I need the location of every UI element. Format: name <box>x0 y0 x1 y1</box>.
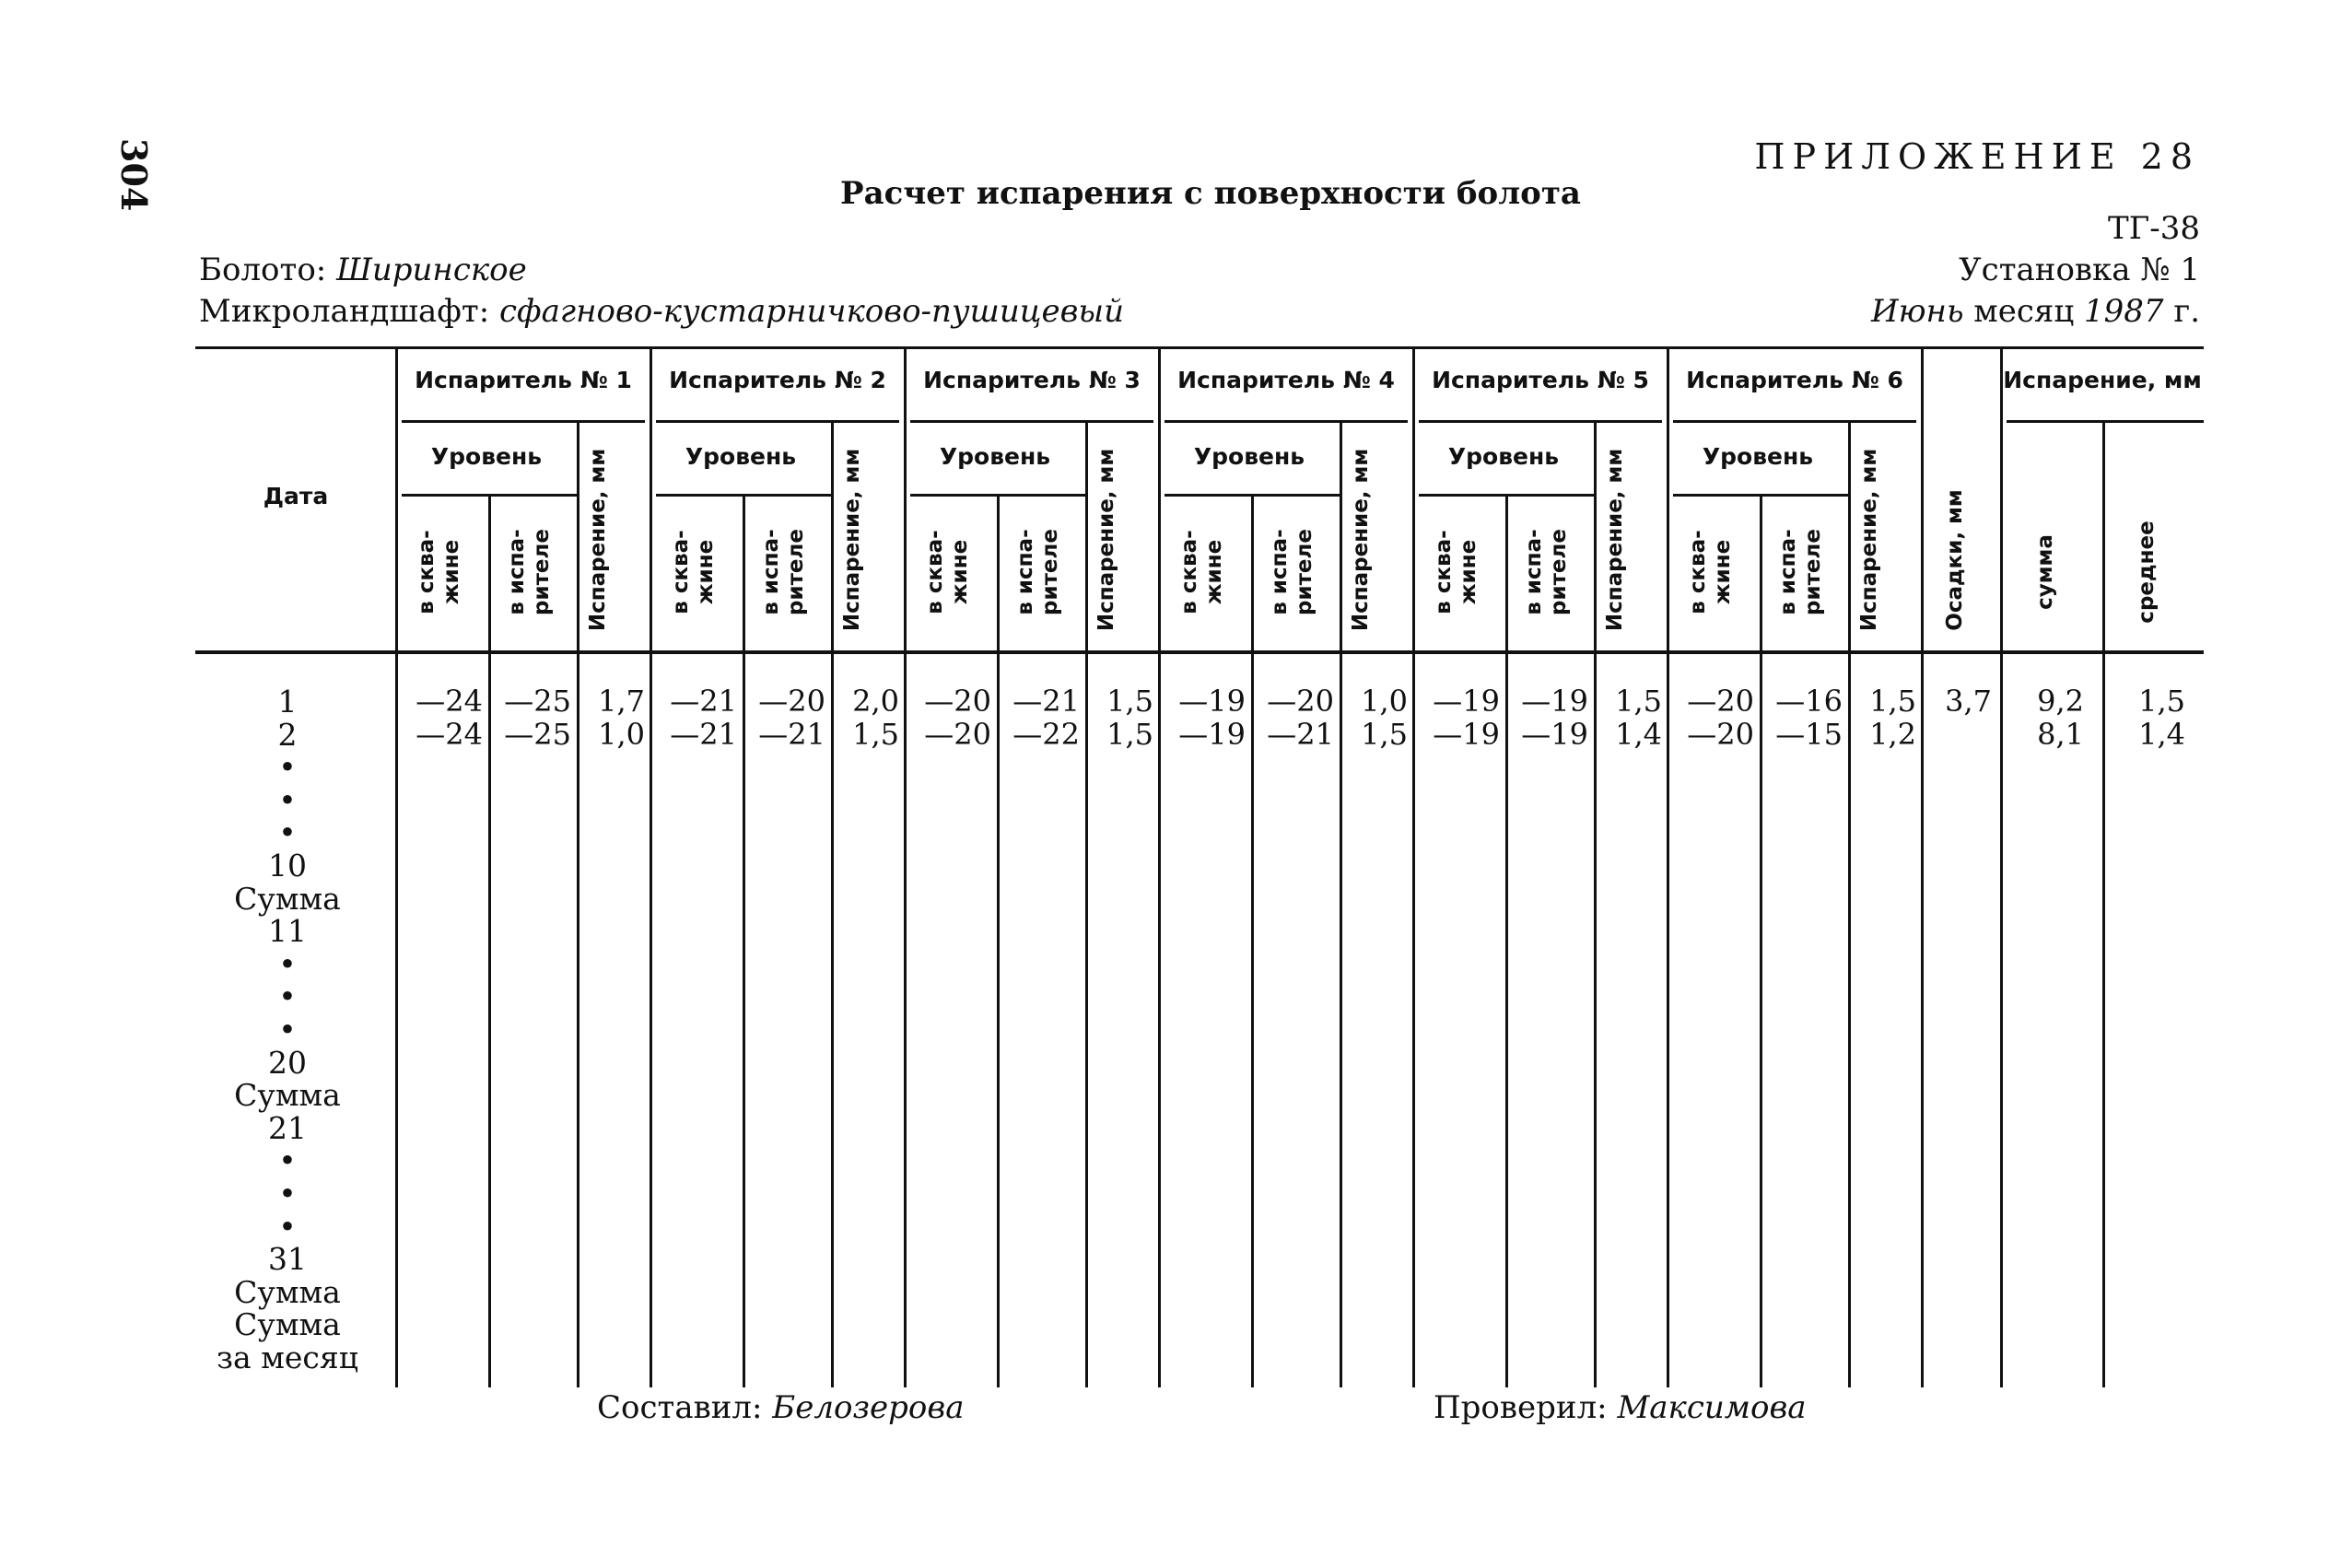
page-title: Расчет испарения с поверхности болота <box>840 175 1581 212</box>
date-row-label: • <box>278 1012 297 1047</box>
evaporator-rule <box>1164 420 1408 423</box>
subcolumn-rule <box>577 420 579 1387</box>
table-cell: 1,5 <box>1615 684 1662 719</box>
date-row-label: 10 <box>268 848 307 883</box>
table-cell: —15 <box>1775 716 1843 752</box>
table-cell: 9,2 <box>2037 684 2084 719</box>
table-cell: 1,5 <box>1869 684 1916 719</box>
table-cell: —21 <box>670 684 737 719</box>
evaporation-header: Испарение, мм <box>1349 448 1373 632</box>
table-cell: 1,4 <box>2138 716 2185 752</box>
table-cell: —16 <box>1775 684 1843 719</box>
precipitation-header: Осадки, мм <box>1943 489 1967 631</box>
column-rule <box>1667 346 1669 1387</box>
table-cell: —20 <box>1687 716 1754 752</box>
date-row-label: 21 <box>268 1109 307 1146</box>
table-cell: —20 <box>924 684 991 719</box>
subcolumn-rule <box>1251 494 1254 1387</box>
date-header: Дата <box>263 483 329 509</box>
table-cell: —19 <box>1521 684 1588 719</box>
installation-label: Установка № 1 <box>1959 252 2200 288</box>
level-header: Уровень <box>430 443 543 470</box>
date-row-label: • <box>278 945 297 982</box>
table-cell: 1,0 <box>1361 684 1408 719</box>
evaporator-rule <box>656 420 899 423</box>
table-header-rule <box>195 650 2204 654</box>
compiled-name: Белозерова <box>772 1389 965 1426</box>
evaporation-header: Испарение, мм <box>1857 448 1881 632</box>
table-cell: —25 <box>504 716 571 752</box>
page-number: 304 <box>113 138 155 212</box>
evaporation-header: Испарение, мм <box>586 448 610 632</box>
evaporator-level-header: в испа- рителе <box>1776 529 1825 615</box>
table-cell: 1,5 <box>1106 684 1153 719</box>
subcolumn-rule <box>743 494 745 1387</box>
subcolumn-rule <box>1594 420 1597 1387</box>
sum-header: сумма <box>2033 534 2057 610</box>
month-line <box>1871 293 2200 330</box>
evaporator-rule <box>402 420 645 423</box>
date-row-label: 1 <box>277 684 298 720</box>
table-cell: —19 <box>1178 716 1246 752</box>
evaporator-level-header: в испа- рителе <box>1268 529 1317 615</box>
level-header: Уровень <box>1193 443 1305 470</box>
table-cell: 1,4 <box>1615 716 1662 752</box>
table-cell: 8,1 <box>2037 716 2084 752</box>
evaporator-rule <box>1419 420 1662 423</box>
column-rule <box>2000 346 2003 1387</box>
subcolumn-rule <box>1505 494 1508 1387</box>
table-cell: —21 <box>758 716 825 752</box>
table-cell: —20 <box>1267 684 1334 719</box>
swamp-name: Ширинское <box>336 252 527 288</box>
form-code: ТГ-38 <box>2108 210 2200 247</box>
evaporator-level-header: в испа- рителе <box>759 529 808 615</box>
well-level-header: в сква- жине <box>669 530 718 614</box>
date-row-label: Сумма <box>234 880 341 917</box>
table-cell: —22 <box>1012 716 1080 752</box>
evaporation-header: Испарение, мм <box>1094 448 1118 632</box>
compiled-label: Составил: <box>597 1389 763 1426</box>
evaporator-header: Испаритель № 6 <box>1686 367 1903 393</box>
table-cell: —19 <box>1178 684 1246 719</box>
table-top-rule <box>195 346 2204 349</box>
average-header: среднее <box>2135 521 2159 624</box>
subcolumn-rule <box>997 494 1000 1387</box>
subcolumn-rule <box>488 494 491 1387</box>
date-row-label: Сумма <box>234 1306 341 1343</box>
subcolumn-rule <box>831 420 834 1387</box>
subcolumn-rule <box>2102 420 2105 1387</box>
checked-label: Проверил: <box>1434 1389 1608 1426</box>
subcolumn-rule <box>1085 420 1088 1387</box>
microlandscape-name: сфагново-кустарничково-пушицевый <box>499 293 1124 330</box>
column-rule <box>904 346 907 1387</box>
evaporator-header: Испаритель № 4 <box>1177 367 1395 393</box>
total-evaporation-rule <box>2007 420 2204 423</box>
evaporation-header: Испарение, мм <box>1603 448 1627 632</box>
level-header: Уровень <box>939 443 1051 470</box>
swamp-label: Болото: <box>199 252 327 288</box>
table-cell: 1,5 <box>852 716 899 752</box>
evaporator-header: Испаритель № 2 <box>669 367 886 393</box>
evaporator-level-header: в испа- рителе <box>505 529 554 615</box>
date-row-label: 2 <box>277 716 298 753</box>
column-rule <box>1158 346 1161 1387</box>
date-row-label: 31 <box>268 1241 307 1278</box>
subcolumn-rule <box>1340 420 1342 1387</box>
column-rule <box>1921 346 1924 1387</box>
evaporator-header: Испаритель № 1 <box>415 367 632 393</box>
evaporator-rule <box>1673 420 1916 423</box>
table-cell: —19 <box>1433 684 1500 719</box>
table-cell: —21 <box>1012 684 1080 719</box>
swamp-line <box>199 252 527 288</box>
table-cell: 1,2 <box>1869 716 1916 752</box>
table-cell: —20 <box>758 684 825 719</box>
date-row-label: Сумма <box>234 1273 341 1310</box>
table-cell: —19 <box>1433 716 1500 752</box>
table-cell: —25 <box>504 684 571 719</box>
date-row-label: Сумма <box>234 1077 341 1114</box>
year-suffix: г. <box>2173 293 2200 330</box>
table-cell: 1,5 <box>1361 716 1408 752</box>
evaporator-header: Испаритель № 5 <box>1432 367 1649 393</box>
well-level-header: в сква- жине <box>415 530 463 614</box>
table-cell: —19 <box>1521 716 1588 752</box>
table-cell: —20 <box>924 716 991 752</box>
level-header: Уровень <box>685 443 797 470</box>
well-level-header: в сква- жине <box>1686 530 1735 614</box>
date-row-label: 20 <box>268 1044 307 1081</box>
subcolumn-rule <box>1760 494 1762 1387</box>
table-cell: —21 <box>670 716 737 752</box>
total-evaporation-header: Испарение, мм <box>2003 367 2202 393</box>
checked-name: Максимова <box>1617 1389 1807 1426</box>
evaporator-header: Испаритель № 3 <box>923 367 1141 393</box>
compiled-by <box>597 1389 964 1426</box>
table-cell: —24 <box>415 684 483 719</box>
date-row-label: • <box>278 978 297 1015</box>
evaporation-table <box>195 346 2204 1387</box>
table-cell: —24 <box>415 716 483 752</box>
appendix-label: ПРИЛОЖЕНИЕ 28 <box>1754 136 2200 177</box>
date-row-label: • <box>278 749 297 786</box>
level-header: Уровень <box>1702 443 1814 470</box>
date-row-label: • <box>278 781 297 818</box>
date-row-label: • <box>278 814 297 851</box>
date-row-label: • <box>278 1142 297 1179</box>
subcolumn-rule <box>1848 420 1851 1387</box>
evaporator-level-header: в испа- рителе <box>1013 529 1062 615</box>
table-cell: 1,0 <box>598 716 645 752</box>
microlandscape-label: Микроландшафт: <box>199 293 490 330</box>
checked-by <box>1434 1389 1807 1426</box>
evaporator-rule <box>910 420 1153 423</box>
well-level-header: в сква- жине <box>1432 530 1480 614</box>
month-label: месяц <box>1973 293 2075 330</box>
evaporator-level-header: в испа- рителе <box>1522 529 1571 615</box>
date-row-label: за месяц <box>217 1340 358 1375</box>
table-cell: 1,5 <box>2138 684 2185 719</box>
evaporation-header: Испарение, мм <box>840 448 864 632</box>
table-cell: 1,5 <box>1106 716 1153 752</box>
well-level-header: в сква- жине <box>923 530 972 614</box>
date-row-label: 11 <box>268 913 307 950</box>
table-cell: —20 <box>1687 684 1754 719</box>
table-cell: —21 <box>1267 716 1334 752</box>
month-value: Июнь <box>1870 293 1964 330</box>
well-level-header: в сква- жине <box>1177 530 1226 614</box>
table-cell: 3,7 <box>1945 684 1992 719</box>
date-row-label: • <box>278 1208 297 1245</box>
date-row-label: • <box>278 1176 297 1211</box>
microlandscape-line <box>199 293 1124 330</box>
level-header: Уровень <box>1447 443 1560 470</box>
column-rule <box>1412 346 1415 1387</box>
table-cell: 1,7 <box>598 684 645 719</box>
column-rule <box>650 346 652 1387</box>
year-value: 1987 <box>2084 293 2164 330</box>
table-cell: 2,0 <box>852 684 899 719</box>
